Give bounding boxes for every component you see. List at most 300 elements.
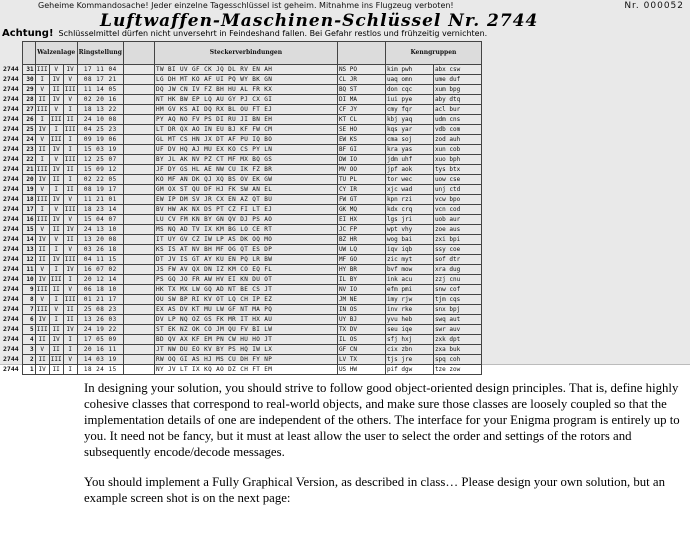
rotor-left: II [35,245,49,255]
rotor-middle: IV [49,145,63,155]
ring-setting: 25 08 23 [77,305,123,315]
key-row [2,315,481,325]
kenngruppe-pair: JM NE [337,295,385,305]
date-column-header [22,42,35,65]
kenngruppe-pair: HY BR [337,265,385,275]
rotor-left: III [36,326,48,333]
kenngruppe-pair: GF CN [337,345,385,355]
ring-setting: 15 04 07 [77,215,123,225]
key-row [2,165,481,175]
rotor-left: III [36,306,48,313]
rotor-right: II [63,305,77,315]
date-cell: 11 [22,265,35,275]
grundstellung-cell [123,165,154,175]
rotor-middle: II [49,325,63,335]
implementation-paragraph: You should implement a Fully Graphical Version, as described in class… Please design your own solution, but an example screen shot is on the next page: [84,475,666,505]
ring-setting: 13 20 08 [77,235,123,245]
rotor-right: V [63,195,77,205]
rotor-left: V [35,225,49,235]
rotor-right: II [63,235,77,245]
date-cell: 19 [22,185,35,195]
kenngruppe-b: tze zow [433,365,481,375]
kenngruppe-b: xra dug [433,265,481,275]
date-cell: 15 [22,225,35,235]
kenngruppe-a: inv rke [385,305,433,315]
day-number: 2744 [3,315,19,323]
grundstellung-column-header [123,42,154,65]
sheet-title: Luftwaffen-Maschinen-Schlüssel Nr. 2744 [100,11,539,31]
rotor-middle: I [49,185,63,195]
grundstellung-cell [123,215,154,225]
rotor-left: II [35,335,49,345]
rotor-right: I [63,365,77,375]
rotor-right: IV [63,325,77,335]
rotor-right: V [63,95,77,105]
kenngruppe-pair: CY IR [337,185,385,195]
day-number: 2744 [3,135,19,143]
plugboard-pairs: BV HW AK NX DS PT CZ FI LT EJ [154,205,337,215]
rotor-right: II [63,165,77,175]
date-cell: 18 [22,195,35,205]
kenngruppe-pair: MV OO [337,165,385,175]
rotor-middle: V [49,65,63,75]
rotor-right: I [63,135,77,145]
kenngruppe-b: vcn cod [433,205,481,215]
rotor-left: III [36,166,48,173]
day-number: 2744 [3,145,19,153]
key-row [2,295,481,305]
key-row [2,345,481,355]
kenngruppe-pair: CF JY [337,105,385,115]
grundstellung-cell [123,275,154,285]
plugboard-pairs: HK TX MX LW GQ AD NT BE CS JT [154,285,337,295]
kenngruppe-pair: GK MQ [337,205,385,215]
stecker-column-header: Steckerverbindungen [154,42,337,65]
kenngruppen-left-column-header [337,42,385,65]
day-number: 2744 [3,155,19,163]
grundstellung-cell [123,315,154,325]
plugboard-pairs: EW IP DM SV JR CX EN AZ QT BU [154,195,337,205]
rotor-right: II [63,315,77,325]
plugboard-pairs: KO MF AN DK QJ XQ BS OV EK GW [154,175,337,185]
kenngruppe-a: kim pwh [385,65,433,75]
grundstellung-cell [123,185,154,195]
grundstellung-cell [123,95,154,105]
kenngruppe-pair: TU PL [337,175,385,185]
rotor-right: V [63,75,77,85]
kenngruppe-b: udm cns [433,115,481,125]
grundstellung-cell [123,135,154,145]
rotor-right: II [63,115,77,125]
key-table-header [2,42,481,65]
rotor-middle: IV [49,95,63,105]
rotor-left: II [35,145,49,155]
kenngruppe-b: xum bpg [433,85,481,95]
plugboard-pairs: GM OX ST QU DF HJ FK SW AN EL [154,185,337,195]
date-cell: 4 [22,335,35,345]
sheet-warning [2,28,682,39]
rotor-left: IV [35,125,49,135]
plugboard-pairs: PS GQ JO FR AW HV EI KN DU OT [154,275,337,285]
rotor-right: V [63,285,77,295]
rotor-left: I [35,155,49,165]
key-row [2,275,481,285]
grundstellung-cell [123,265,154,275]
ring-setting: 02 22 05 [77,175,123,185]
plugboard-pairs: JF DY GS HL AE NW CU IK FZ BR [154,165,337,175]
kenngruppe-pair: IN OS [337,305,385,315]
grundstellung-cell [123,205,154,215]
rotor-middle: II [49,85,63,95]
grundstellung-cell [123,285,154,295]
rotor-right: III [64,206,76,213]
kenngruppe-b: sof dtr [433,255,481,265]
day-number: 2744 [3,125,19,133]
ringstellung-column-header: Ringstellung [77,42,123,65]
rotor-left: III [36,66,48,73]
day-number: 2744 [3,205,19,213]
rotor-middle: III [50,136,62,143]
key-table [2,41,482,375]
day-number: 2744 [3,225,19,233]
kenngruppe-pair: NS PO [337,65,385,75]
secret-notice: Geheime Kommandosache! Jeder einzelne Tagesschlüssel ist geheim. Mitnahme ins Flugzeug verboten! [38,1,454,10]
ring-setting: 11 14 05 [77,85,123,95]
rotor-left: III [36,196,48,203]
date-cell: 29 [22,85,35,95]
grundstellung-cell [123,65,154,75]
day-number: 2744 [3,325,19,333]
rotor-left: II [35,255,49,265]
rotor-right: III [64,126,76,133]
key-row [2,185,481,195]
grundstellung-cell [123,145,154,155]
day-number: 2744 [3,265,19,273]
day-number: 2744 [3,275,19,283]
rotor-left: V [35,345,49,355]
rotor-left: IV [35,235,49,245]
rotor-middle: IV [49,335,63,345]
date-cell: 25 [22,125,35,135]
rotor-middle: III [50,116,62,123]
plugboard-pairs: DV LP NQ OZ GS FK MR IT HX AU [154,315,337,325]
grundstellung-cell [123,295,154,305]
kenngruppe-pair: JC FP [337,225,385,235]
plugboard-pairs: NT HK BW EP LQ AU GY PJ CX GI [154,95,337,105]
kenngruppe-b: acl bur [433,105,481,115]
rotor-middle: V [49,305,63,315]
kenngruppe-b: snx bpj [433,305,481,315]
ring-setting: 11 21 01 [77,195,123,205]
kenngruppe-b: tjm cqs [433,295,481,305]
kenngruppe-pair: LV TX [337,355,385,365]
rotor-middle: II [49,175,63,185]
kenngruppe-a: imy rjw [385,295,433,305]
key-row [2,305,481,315]
kenngruppe-a: efm pmi [385,285,433,295]
kenngruppen-column-header: Kenngruppen [385,42,481,65]
date-cell: 5 [22,325,35,335]
kenngruppe-pair: DI MA [337,95,385,105]
day-number: 2744 [3,215,19,223]
grundstellung-cell [123,335,154,345]
kenngruppe-a: jdm uhf [385,155,433,165]
ring-setting: 02 20 16 [77,95,123,105]
kenngruppe-b: snw cof [433,285,481,295]
rotor-left: II [35,355,49,365]
key-row [2,365,481,375]
grundstellung-cell [123,155,154,165]
grundstellung-cell [123,105,154,115]
key-row [2,265,481,275]
kenngruppe-a: kbj yaq [385,115,433,125]
plugboard-pairs: EX AS DV KT MU LW GF NT MA PQ [154,305,337,315]
rotor-middle: IV [49,255,63,265]
ring-setting: 24 10 08 [77,115,123,125]
ring-setting: 18 23 14 [77,205,123,215]
rotor-right: V [63,355,77,365]
plugboard-pairs: DT JV IS GT AY KU EN PQ LR BW [154,255,337,265]
kenngruppe-a: tor wec [385,175,433,185]
plugboard-pairs: JS FW AV QX DN IZ KM CO EQ FL [154,265,337,275]
rotor-left: V [35,85,49,95]
date-cell: 30 [22,75,35,85]
rotor-left: I [35,115,49,125]
day-number: 2744 [3,65,19,73]
rotor-right: V [63,215,77,225]
day-number: 2744 [3,75,19,83]
kenngruppe-b: xun cob [433,145,481,155]
day-number: 2744 [3,195,19,203]
kenngruppe-b: spq coh [433,355,481,365]
date-cell: 22 [22,155,35,165]
kenngruppe-a: iqv iqb [385,245,433,255]
grundstellung-cell [123,75,154,85]
kenngruppe-pair: SE HO [337,125,385,135]
rotor-right: I [63,105,77,115]
kenngruppe-a: zic myt [385,255,433,265]
day-number: 2744 [3,105,19,113]
kenngruppe-a: bvf mow [385,265,433,275]
ring-setting: 01 21 17 [77,295,123,305]
day-number: 2744 [3,295,19,303]
key-row [2,355,481,365]
rotor-right: II [63,185,77,195]
kenngruppe-a: kpn rzi [385,195,433,205]
ring-setting: 15 09 12 [77,165,123,175]
rotor-left: IV [35,365,49,375]
ring-setting: 20 16 11 [77,345,123,355]
ring-setting: 04 25 23 [77,125,123,135]
ring-setting: 04 11 15 [77,255,123,265]
rotor-middle: IV [49,215,63,225]
day-number: 2744 [3,365,19,373]
ring-setting: 17 05 09 [77,335,123,345]
grundstellung-cell [123,365,154,375]
ring-setting: 15 03 19 [77,145,123,155]
day-number: 2744 [3,285,19,293]
plugboard-pairs: ST EK NZ OK CO JM QU FV BI LW [154,325,337,335]
day-number: 2744 [3,245,19,253]
plugboard-pairs: PY AQ NO FV PS DI RU JI BN EH [154,115,337,125]
rotor-left: I [35,75,49,85]
rotor-right: I [63,345,77,355]
plugboard-pairs: BY JL AK NV PZ CT MF MX BQ GS [154,155,337,165]
rotor-left: V [35,185,49,195]
plugboard-pairs: JT NW DU EO KV BY PS HQ IW LX [154,345,337,355]
grundstellung-cell [123,85,154,95]
grundstellung-cell [123,355,154,365]
kenngruppe-a: kqs yar [385,125,433,135]
date-cell: 2 [22,355,35,365]
ring-setting: 03 26 18 [77,245,123,255]
key-row [2,125,481,135]
kenngruppe-a: yvu heb [385,315,433,325]
kenngruppe-b: vcw bpo [433,195,481,205]
grundstellung-cell [123,345,154,355]
rotor-left: IV [35,315,49,325]
ring-setting: 18 13 22 [77,105,123,115]
kenngruppe-b: abx csw [433,65,481,75]
kenngruppe-a: uaq omn [385,75,433,85]
day-number: 2744 [3,115,19,123]
plugboard-pairs: RW OQ GI AS HJ MS CU DH FY NP [154,355,337,365]
kenngruppe-a: lgs jri [385,215,433,225]
rotor-right: III [64,256,76,263]
kenngruppe-a: tjs jre [385,355,433,365]
rotor-left: V [35,295,49,305]
kenngruppe-b: tys btx [433,165,481,175]
key-row [2,215,481,225]
rotor-left: III [36,106,48,113]
ring-setting: 18 24 15 [77,365,123,375]
date-cell: 26 [22,115,35,125]
date-cell: 1 [22,365,35,375]
kenngruppe-pair: UW LQ [337,245,385,255]
key-row [2,195,481,205]
kenngruppe-b: uob aur [433,215,481,225]
date-cell: 3 [22,345,35,355]
plugboard-pairs: LT DR QX AO IN EU BJ KF FW CM [154,125,337,135]
key-row [2,155,481,165]
rotor-right: IV [63,65,77,75]
ring-setting: 08 19 17 [77,185,123,195]
rotor-right: I [63,145,77,155]
day-number: 2744 [3,255,19,263]
ring-setting: 14 03 19 [77,355,123,365]
day-number: 2744 [3,345,19,353]
rotor-right: III [64,156,76,163]
day-number: 2744 [3,355,19,363]
design-paragraph: In designing your solution, you should strive to follow good object-oriented design principles. That is, define highly cohesive classes that correspond to real-world objects, and make sure those classes are loosely coupled so that the implementation details of one are independent of the others. The interface for your Enigma program is entirely up to you. It need not be fancy, but it must at least allow the user to select the order and settings of the rotors and subsequently encode/decode messages. [84,381,680,459]
key-row [2,115,481,125]
key-row [2,75,481,85]
plugboard-pairs: KS IS AT NV BH MF OG QT ES DP [154,245,337,255]
kenngruppe-a: ink acu [385,275,433,285]
rotor-left: IV [35,175,49,185]
date-cell: 28 [22,95,35,105]
grundstellung-cell [123,225,154,235]
kenngruppe-a: seu iqe [385,325,433,335]
kenngruppe-a: xjc wad [385,185,433,195]
rotor-middle: II [49,345,63,355]
key-row [2,175,481,185]
date-cell: 10 [22,275,35,285]
date-cell: 6 [22,315,35,325]
rotor-middle: I [49,125,63,135]
date-cell: 27 [22,105,35,115]
warning-label: Achtung! [2,28,54,39]
plugboard-pairs: GL MT CS HN JX DT AF PU IQ BO [154,135,337,145]
grundstellung-cell [123,175,154,185]
rotor-middle: IV [49,165,63,175]
grundstellung-cell [123,325,154,335]
kenngruppe-a: don cqc [385,85,433,95]
kenngruppe-a: wog bai [385,235,433,245]
kenngruppe-b: vdb com [433,125,481,135]
date-cell: 20 [22,175,35,185]
rotor-middle: V [49,235,63,245]
kenngruppe-a: iui pye [385,95,433,105]
date-cell: 7 [22,305,35,315]
kenngruppe-a: sfj hxj [385,335,433,345]
rotor-middle: I [49,295,63,305]
ring-setting: 06 18 10 [77,285,123,295]
key-row [2,95,481,105]
kenngruppe-b: unj ctd [433,185,481,195]
rotor-middle: I [49,245,63,255]
kenngruppe-a: kra yas [385,145,433,155]
warning-text: Schlüsselmittel dürfen nicht unversehrt in Feindeshand fallen. Bei Gefahr restlos und frühzeitig vernichten. [58,29,488,38]
ring-setting: 13 26 03 [77,315,123,325]
kenngruppe-b: swr auv [433,325,481,335]
rotor-right: III [64,86,76,93]
grundstellung-cell [123,245,154,255]
rotor-middle: V [49,205,63,215]
date-cell: 9 [22,285,35,295]
key-row [2,255,481,265]
ring-setting: 20 12 14 [77,275,123,285]
walzenlage-column-header: Walzenlage [35,42,77,65]
kenngruppe-b: aby dtq [433,95,481,105]
kenngruppe-b: zxa buk [433,345,481,355]
kenngruppe-pair: DW IO [337,155,385,165]
assignment-text [84,380,684,520]
date-cell: 17 [22,205,35,215]
sheet-serial-number: Nr. 000052 [624,1,684,11]
kenngruppe-pair: KT CL [337,115,385,125]
rotor-right: III [64,296,76,303]
rotor-middle: III [50,276,62,283]
kenngruppe-b: ssy coe [433,245,481,255]
ring-setting: 09 19 06 [77,135,123,145]
ring-setting: 08 17 21 [77,75,123,85]
rotor-right: IV [63,225,77,235]
grundstellung-cell [123,305,154,315]
date-cell: 23 [22,145,35,155]
kenngruppe-pair: BZ HR [337,235,385,245]
kenngruppe-pair: EI HX [337,215,385,225]
kenngruppe-pair: EW KS [337,135,385,145]
rotor-right: IV [63,265,77,275]
day-number: 2744 [3,85,19,93]
key-row [2,85,481,95]
day-number: 2744 [3,235,19,243]
rotor-left: III [36,216,48,223]
grundstellung-cell [123,125,154,135]
rotor-right: V [63,245,77,255]
kenngruppe-pair: IL BY [337,275,385,285]
